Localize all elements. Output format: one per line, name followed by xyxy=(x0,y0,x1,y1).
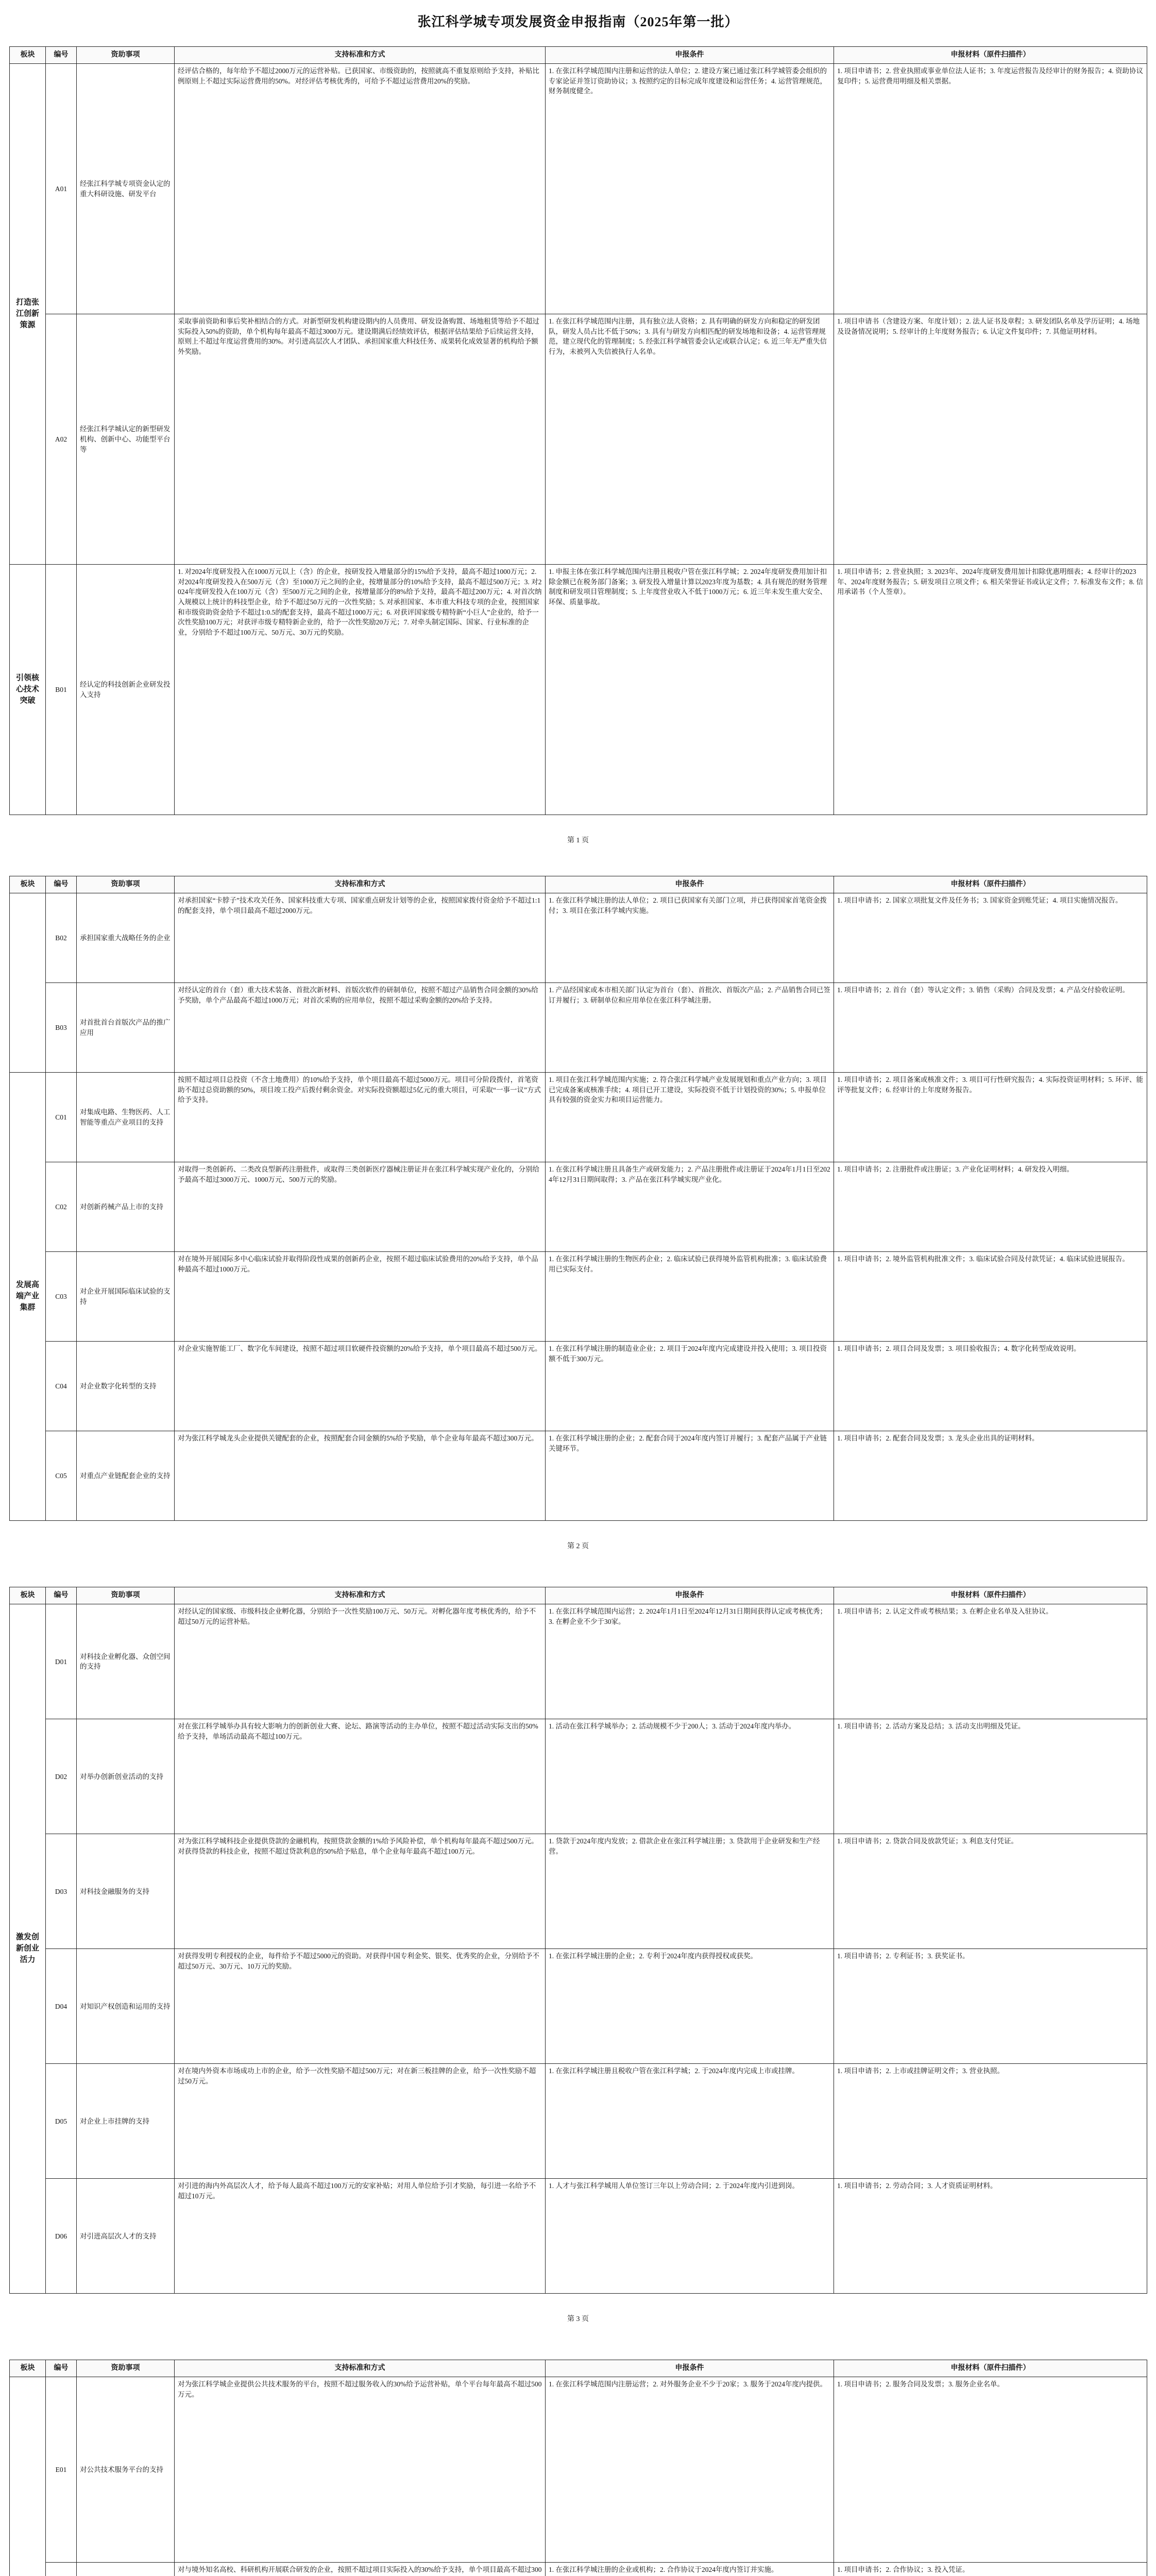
table-row xyxy=(10,1604,1147,1719)
column-header: 资助事项 xyxy=(77,2360,175,2377)
item-number-cell: C05 xyxy=(46,1431,77,1521)
item-name-cell: 对举办创新创业活动的支持 xyxy=(77,1719,175,1834)
column-header: 申报条件 xyxy=(546,47,834,64)
materials-cell: 1. 项目申请书；2. 配套合同及发票；3. 龙头企业出具的证明材料。 xyxy=(834,1431,1147,1521)
column-header: 资助事项 xyxy=(77,47,175,64)
standard-cell: 对与境外知名高校、科研机构开展联合研发的企业，按照不超过项目实际投入的30%给予支持，单个项目最高不超过300 xyxy=(175,2563,546,2576)
column-header: 编号 xyxy=(46,1587,77,1604)
item-name-cell: 经张江科学城专项资金认定的重大科研设施、研发平台 xyxy=(77,64,175,314)
section-cell xyxy=(10,893,46,1073)
item-number-cell: D01 xyxy=(46,1604,77,1719)
page-3 xyxy=(9,1587,1147,2294)
item-name-cell: 对科技金融服务的支持 xyxy=(77,1834,175,1949)
item-number-cell: D06 xyxy=(46,2179,77,2294)
table-row xyxy=(10,2064,1147,2179)
item-name-cell: 经张江科学城认定的新型研发机构、创新中心、功能型平台等 xyxy=(77,314,175,565)
materials-cell: 1. 项目申请书；2. 境外监管机构批准文件；3. 临床试验合同及付款凭证；4. 临床试验进展报告。 xyxy=(834,1252,1147,1342)
standard-cell: 对为张江科学城科技企业提供贷款的金融机构，按照贷款金额的1%给予风险补偿，单个机构每年最高不超过500万元。对获得贷款的科技企业，按照不超过贷款利息的50%给予贴息，单个企业每年最高不超过100万元。 xyxy=(175,1834,546,1949)
table-row xyxy=(10,314,1147,565)
table-row xyxy=(10,1719,1147,1834)
standard-cell: 对经认定的国家级、市级科技企业孵化器，分别给予一次性奖励100万元、50万元。对孵化器年度考核优秀的，给予不超过50万元的运营补贴。 xyxy=(175,1604,546,1719)
item-number-cell: D05 xyxy=(46,2064,77,2179)
item-name-cell: 经认定的科技创新企业研发投入支持 xyxy=(77,565,175,815)
condition-cell: 1. 人才与张江科学城用人单位签订三年以上劳动合同；2. 于2024年度内引进到岗。 xyxy=(546,2179,834,2294)
item-number-cell: B03 xyxy=(46,983,77,1073)
condition-cell: 1. 项目在张江科学城范围内实施；2. 符合张江科学城产业发展规划和重点产业方向；3. 项目已完成备案或核准手续；4. 项目已开工建设，实际投资不低于计划投资的30%；5. 申报单位具有较强的资金实力和项目运营能力。 xyxy=(546,1073,834,1162)
condition-cell: 1. 在张江科学城注册的企业；2. 专利于2024年度内获得授权或获奖。 xyxy=(546,1949,834,2064)
materials-cell: 1. 项目申请书；2. 上市或挂牌证明文件；3. 营业执照。 xyxy=(834,2064,1147,2179)
standard-cell: 经评估合格的，每年给予不超过2000万元的运营补贴。已获国家、市级资助的，按照就高不重复原则给予支持，补贴比例原则上不超过实际运营费用的50%。对经评估考核优秀的，可给予不超过运营费用20%的奖励。 xyxy=(175,64,546,314)
page-number: 第 2 页 xyxy=(567,1543,589,1550)
table-row xyxy=(10,1949,1147,2064)
column-header: 板块 xyxy=(10,1587,46,1604)
standard-cell: 对在张江科学城举办具有较大影响力的创新创业大赛、论坛、路演等活动的主办单位，按照不超过活动实际支出的50%给予支持，单场活动最高不超过100万元。 xyxy=(175,1719,546,1834)
table-row xyxy=(10,64,1147,314)
materials-cell: 1. 项目申请书；2. 劳动合同；3. 人才资质证明材料。 xyxy=(834,2179,1147,2294)
item-name-cell: 对科技企业孵化器、众创空间的支持 xyxy=(77,1604,175,1719)
page-2 xyxy=(9,876,1147,1521)
item-name-cell: 对集成电路、生物医药、人工智能等重点产业项目的支持 xyxy=(77,1073,175,1162)
page-4 xyxy=(9,2360,1147,2576)
column-header: 板块 xyxy=(10,47,46,64)
column-header: 资助事项 xyxy=(77,1587,175,1604)
materials-cell: 1. 项目申请书；2. 专利证书；3. 获奖证书。 xyxy=(834,1949,1147,2064)
condition-cell: 1. 在张江科学城注册的生物医药企业；2. 临床试验已获得境外监管机构批准；3. 临床试验费用已实际支付。 xyxy=(546,1252,834,1342)
table-row xyxy=(10,565,1147,815)
condition-cell: 1. 申报主体在张江科学城范围内注册且税收户管在张江科学城；2. 2024年度研发费用加计扣除金额已在税务部门备案；3. 研发投入增量计算以2023年度为基数；4. 具有规范的财务管理制度和研发项目管理制度；5. 上年度营业收入不低于1000万元；6. 近三年未发生重大安全、环保、质量事故。 xyxy=(546,565,834,815)
condition-cell: 1. 在张江科学城注册的制造业企业；2. 项目于2024年度内完成建设并投入使用；3. 项目投资额不低于300万元。 xyxy=(546,1342,834,1431)
materials-cell: 1. 项目申请书；2. 服务合同及发票；3. 服务企业名单。 xyxy=(834,2377,1147,2563)
materials-cell: 1. 项目申请书；2. 合作协议；3. 投入凭证。 xyxy=(834,2563,1147,2576)
standard-cell: 对企业实施智能工厂、数字化车间建设，按照不超过项目软硬件投资额的20%给予支持，单个项目最高不超过500万元。 xyxy=(175,1342,546,1431)
item-number-cell: A01 xyxy=(46,64,77,314)
item-number-cell: C04 xyxy=(46,1342,77,1431)
column-header: 编号 xyxy=(46,2360,77,2377)
item-name-cell: 对首批首台首版次产品的推广应用 xyxy=(77,983,175,1073)
table-row xyxy=(10,1431,1147,1521)
condition-cell: 1. 在张江科学城范围内注册运营；2. 对外服务企业不少于20家；3. 服务于2024年度内提供。 xyxy=(546,2377,834,2563)
condition-cell: 1. 在张江科学城注册且具备生产或研发能力；2. 产品注册批件或注册证于2024年1月1日至2024年12月31日期间取得；3. 产品在张江科学城实现产业化。 xyxy=(546,1162,834,1252)
item-number-cell: C01 xyxy=(46,1073,77,1162)
item-number-cell: B02 xyxy=(46,893,77,983)
materials-cell: 1. 项目申请书；2. 营业执照或事业单位法人证书；3. 年度运营报告及经审计的财务报告；4. 资助协议复印件；5. 运营费用明细及相关票据。 xyxy=(834,64,1147,314)
funding-table xyxy=(9,876,1147,1521)
standard-cell: 按照不超过项目总投资（不含土地费用）的10%给予支持，单个项目最高不超过5000万元。项目可分阶段拨付，首笔资助不超过总资助额的50%，项目竣工投产后拨付剩余资金。对实际投资额超过5亿元的重大项目，可采取“一事一议”方式给予支持。 xyxy=(175,1073,546,1162)
item-number-cell: C03 xyxy=(46,1252,77,1342)
column-header: 申报条件 xyxy=(546,1587,834,1604)
column-header: 支持标准和方式 xyxy=(175,1587,546,1604)
item-number-cell: D03 xyxy=(46,1834,77,1949)
materials-cell: 1. 项目申请书；2. 项目合同及发票；3. 项目验收报告；4. 数字化转型成效说明。 xyxy=(834,1342,1147,1431)
table-row xyxy=(10,1252,1147,1342)
standard-cell: 对经认定的首台（套）重大技术装备、首批次新材料、首版次软件的研制单位，按照不超过产品销售合同金额的30%给予奖励，单个产品最高不超过1000万元；对首次采购的应用单位，按照不超过采购金额的20%给予支持。 xyxy=(175,983,546,1073)
column-header: 支持标准和方式 xyxy=(175,47,546,64)
page-number: 第 3 页 xyxy=(567,2315,589,2323)
condition-cell: 1. 在张江科学城范围内注册和运营的法人单位；2. 建设方案已通过张江科学城管委会组织的专家论证并签订资助协议；3. 按照约定的目标完成年度建设和运营任务；4. 运营管理规范，财务制度健全。 xyxy=(546,64,834,314)
section-cell: 引领核心技术突破 xyxy=(10,565,46,815)
standard-cell: 对承担国家“卡脖子”技术攻关任务、国家科技重大专项、国家重点研发计划等的企业，按照国家拨付资金给予不超过1:1的配套支持，单个项目最高不超过2000万元。 xyxy=(175,893,546,983)
page-number: 第 1 页 xyxy=(567,837,589,844)
column-header: 申报材料（原件扫描件） xyxy=(834,1587,1147,1604)
materials-cell: 1. 项目申请书；2. 国家立项批复文件及任务书；3. 国家资金到账凭证；4. 项目实施情况报告。 xyxy=(834,893,1147,983)
item-number-cell: C02 xyxy=(46,1162,77,1252)
table-row xyxy=(10,1834,1147,1949)
item-number-cell: B01 xyxy=(46,565,77,815)
table-row xyxy=(10,1073,1147,1162)
item-name-cell: 对引进高层次人才的支持 xyxy=(77,2179,175,2294)
item-name-cell: 对重点产业链配套企业的支持 xyxy=(77,1431,175,1521)
funding-table xyxy=(9,1587,1147,2294)
condition-cell: 1. 在张江科学城范围内注册，具有独立法人资格；2. 具有明确的研发方向和稳定的研发团队，研发人员占比不低于50%；3. 具有与研发方向相匹配的研发场地和设备；4. 运营管理规范，建立现代化的管理制度；5. 经张江科学城管委会认定或联合认定；6. 近三年无严重失信行为，未被列入失信被执行人名单。 xyxy=(546,314,834,565)
column-header: 编号 xyxy=(46,47,77,64)
standard-cell: 对为张江科学城企业提供公共技术服务的平台，按照不超过服务收入的30%给予运营补贴，单个平台每年最高不超过500万元。 xyxy=(175,2377,546,2563)
item-number-cell xyxy=(46,2563,77,2576)
funding-table xyxy=(9,2360,1147,2576)
condition-cell: 1. 在张江科学城注册的企业或机构；2. 合作协议于2024年度内签订并实施。 xyxy=(546,2563,834,2576)
standard-cell: 1. 对2024年度研发投入在1000万元以上（含）的企业，按研发投入增量部分的15%给予支持，最高不超过1000万元；2. 对2024年度研发投入在500万元（含）至1000万元之间的企业，按增量部分的10%给予支持，最高不超过500万元；3. 对2024年度研发投入在100万元（含）至500万元之间的企业，按增量部分的8%给予支持，最高不超过200万元；4. 对首次纳入规模以上统计的科技型企业，给予不超过50万元的一次性奖励；5. 对承担国家、本市重大科技专项的企业，按照国家和市级资助资金给予不超过1:0.5的配套支持，最高不超过1000万元；6. 对获评国家级专精特新“小巨人”企业的，给予一次性奖励100万元；对获评市级专精特新企业的，给予一次性奖励20万元；7. 对牵头制定国际、国家、行业标准的企业，分别给予不超过100万元、50万元、30万元的奖励。 xyxy=(175,565,546,815)
column-header: 板块 xyxy=(10,2360,46,2377)
column-header: 板块 xyxy=(10,876,46,893)
materials-cell: 1. 项目申请书；2. 注册批件或注册证；3. 产业化证明材料；4. 研发投入明细。 xyxy=(834,1162,1147,1252)
condition-cell: 1. 贷款于2024年度内发放；2. 借款企业在张江科学城注册；3. 贷款用于企业研发和生产经营。 xyxy=(546,1834,834,1949)
item-name-cell: 对企业开展国际临床试验的支持 xyxy=(77,1252,175,1342)
item-name-cell: 对知识产权创造和运用的支持 xyxy=(77,1949,175,2064)
column-header: 申报条件 xyxy=(546,2360,834,2377)
standard-cell: 对在境内外资本市场成功上市的企业，给予一次性奖励不超过500万元；对在新三板挂牌的企业，给予一次性奖励不超过50万元。 xyxy=(175,2064,546,2179)
materials-cell: 1. 项目申请书；2. 活动方案及总结；3. 活动支出明细及凭证。 xyxy=(834,1719,1147,1834)
materials-cell: 1. 项目申请书（含建设方案、年度计划）；2. 法人证书及章程；3. 研发团队名单及学历证明；4. 场地及设备情况说明；5. 经审计的上年度财务报告；6. 认定文件复印件；7. 其他证明材料。 xyxy=(834,314,1147,565)
materials-cell: 1. 项目申请书；2. 营业执照；3. 2023年、2024年度研发费用加计扣除优惠明细表；4. 经审计的2023年、2024年度财务报告；5. 研发项目立项文件；6. 相关荣誉证书或认定文件；7. 标准发布文件；8. 信用承诺书（个人签章）。 xyxy=(834,565,1147,815)
table-row xyxy=(10,983,1147,1073)
condition-cell: 1. 在张江科学城范围内运营；2. 2024年1月1日至2024年12月31日期间获得认定或考核优秀；3. 在孵企业不少于30家。 xyxy=(546,1604,834,1719)
column-header: 支持标准和方式 xyxy=(175,2360,546,2377)
item-number-cell: E01 xyxy=(46,2377,77,2563)
standard-cell: 对引进的海内外高层次人才，给予每人最高不超过100万元的安家补贴；对用人单位给予引才奖励，每引进一名给予不超过10万元。 xyxy=(175,2179,546,2294)
table-row xyxy=(10,1342,1147,1431)
item-name-cell: 承担国家重大战略任务的企业 xyxy=(77,893,175,983)
standard-cell: 对在境外开展国际多中心临床试验并取得阶段性成果的创新药企业，按照不超过临床试验费用的20%给予支持，单个品种最高不超过1000万元。 xyxy=(175,1252,546,1342)
standard-cell: 对取得一类创新药、二类改良型新药注册批件，或取得三类创新医疗器械注册证并在张江科学城实现产业化的，分别给予最高不超过3000万元、1000万元、500万元的奖励。 xyxy=(175,1162,546,1252)
table-row xyxy=(10,1162,1147,1252)
section-cell xyxy=(10,2377,46,2576)
page-1 xyxy=(9,46,1147,815)
item-number-cell: D04 xyxy=(46,1949,77,2064)
column-header: 申报材料（原件扫描件） xyxy=(834,2360,1147,2377)
standard-cell: 对获得发明专利授权的企业，每件给予不超过5000元的资助。对获得中国专利金奖、银奖、优秀奖的企业，分别给予不超过50万元、30万元、10万元的奖励。 xyxy=(175,1949,546,2064)
item-number-cell: A02 xyxy=(46,314,77,565)
materials-cell: 1. 项目申请书；2. 项目备案或核准文件；3. 项目可行性研究报告；4. 实际投资证明材料；5. 环评、能评等批复文件；6. 经审计的上年度财务报告。 xyxy=(834,1073,1147,1162)
table-row xyxy=(10,2179,1147,2294)
item-number-cell: D02 xyxy=(46,1719,77,1834)
column-header: 支持标准和方式 xyxy=(175,876,546,893)
table-row xyxy=(10,893,1147,983)
column-header: 申报材料（原件扫描件） xyxy=(834,47,1147,64)
standard-cell: 采取事前资助和事后奖补相结合的方式。对新型研发机构建设期内的人员费用、研发设备购置、场地租赁等给予不超过实际投入50%的资助，单个机构每年最高不超过3000万元。建设期满后经绩效评估，根据评估结果给予后续运营支持，原则上不超过年度运营费用的30%。对引进高层次人才团队、承担国家重大科技任务、成果转化成效显著的机构给予额外奖励。 xyxy=(175,314,546,565)
materials-cell: 1. 项目申请书；2. 贷款合同及放款凭证；3. 利息支付凭证。 xyxy=(834,1834,1147,1949)
section-cell: 激发创新创业活力 xyxy=(10,1604,46,2294)
item-name-cell: 对企业上市挂牌的支持 xyxy=(77,2064,175,2179)
standard-cell: 对为张江科学城龙头企业提供关键配套的企业，按照配套合同金额的5%给予奖励，单个企业每年最高不超过300万元。 xyxy=(175,1431,546,1521)
item-name-cell: 对公共技术服务平台的支持 xyxy=(77,2377,175,2563)
condition-cell: 1. 在张江科学城注册且税收户管在张江科学城；2. 于2024年度内完成上市或挂牌。 xyxy=(546,2064,834,2179)
column-header: 申报材料（原件扫描件） xyxy=(834,876,1147,893)
condition-cell: 1. 在张江科学城注册的企业；2. 配套合同于2024年度内签订并履行；3. 配套产品属于产业链关键环节。 xyxy=(546,1431,834,1521)
condition-cell: 1. 产品经国家或本市相关部门认定为首台（套）、首批次、首版次产品；2. 产品销售合同已签订并履行；3. 研制单位和应用单位在张江科学城注册。 xyxy=(546,983,834,1073)
condition-cell: 1. 活动在张江科学城举办；2. 活动规模不少于200人；3. 活动于2024年度内举办。 xyxy=(546,1719,834,1834)
materials-cell: 1. 项目申请书；2. 认定文件或考核结果；3. 在孵企业名单及入驻协议。 xyxy=(834,1604,1147,1719)
document-title: 张江科学城专项发展资金申报指南（2025年第一批） xyxy=(417,14,739,29)
item-name-cell xyxy=(77,2563,175,2576)
condition-cell: 1. 在张江科学城注册的法人单位；2. 项目已获国家有关部门立项，并已获得国家首笔资金拨付；3. 项目在张江科学城内实施。 xyxy=(546,893,834,983)
column-header: 编号 xyxy=(46,876,77,893)
materials-cell: 1. 项目申请书；2. 首台（套）等认定文件；3. 销售（采购）合同及发票；4. 产品交付验收证明。 xyxy=(834,983,1147,1073)
table-row xyxy=(10,2563,1147,2576)
item-name-cell: 对企业数字化转型的支持 xyxy=(77,1342,175,1431)
funding-table xyxy=(9,46,1147,815)
table-row xyxy=(10,2377,1147,2563)
item-name-cell: 对创新药械产品上市的支持 xyxy=(77,1162,175,1252)
column-header: 申报条件 xyxy=(546,876,834,893)
section-cell: 发展高端产业集群 xyxy=(10,1073,46,1521)
column-header: 资助事项 xyxy=(77,876,175,893)
section-cell: 打造张江创新策源 xyxy=(10,64,46,565)
